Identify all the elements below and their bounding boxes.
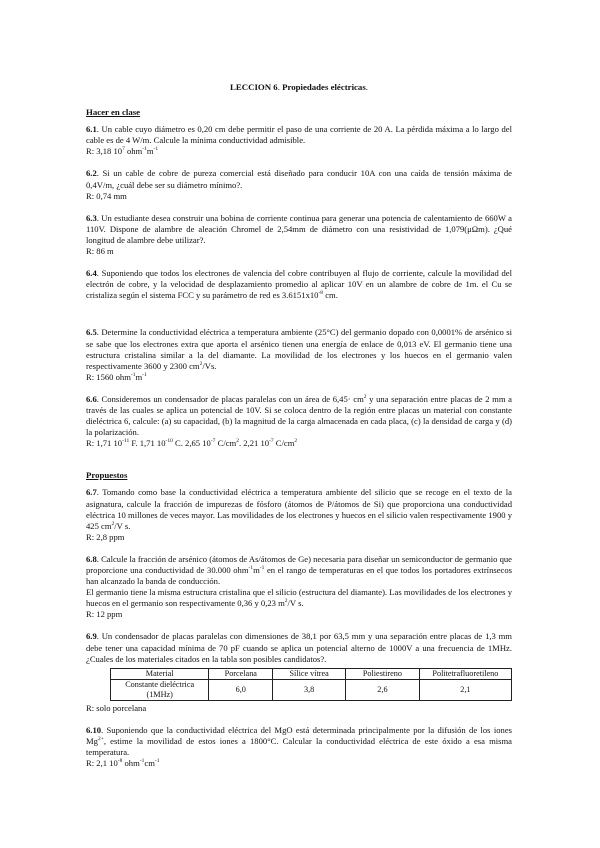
table-cell: 2,1 (419, 679, 511, 700)
answer-6-5: R: 1560 $ohm^{-1}m^{-1}$ (86, 371, 147, 382)
answer-6-10: R: 2,1 $10^{-8}$ $ohm^{-1}cm^{-1}$ (86, 758, 160, 769)
problem-label: 6.9 (86, 631, 97, 642)
dielectric-table (110, 668, 512, 701)
problem-text: . Suponiendo que la conductividad eléctrica del MgO está determinada principalmente por la difusión de los iones Mg (86, 724, 512, 746)
answer-6-2: R: 0,74 mm (86, 190, 127, 201)
problem-label: 6.6 (86, 393, 97, 404)
answer-6-6: R: 1,71 $10^{-11}$ F. 1,71 $10^{-10}$ C. 2,65 $10^{-7}$ $C/cm^2$. 2,21 $10^{-7}$ $C/cm^2$ (86, 438, 298, 449)
problem-6-4: 6.4. Suponiendo que todos los electrones de valencia del cobre contribuyen al flujo de corriente, calcule la movilidad del electrón de cobre, y la velocidad de desplazamiento promedio al aplicar 10V en un alambre de cobre de 1m. el Cu se cristaliza según el sistema FCC y su parámetro de red es $3.6151x10^{-8}$ cm. (86, 268, 512, 301)
problem-6-8-continued: El germanio tiene la misma estructura cristalina que el silicio (estructura del diamante). Las movilidades de los electrones y huecos en el germanio son respectivamente 0,36 y 0,23 $m^2/V$ s. (86, 587, 512, 609)
problem-label: 6.5 (86, 327, 97, 338)
problem-label: 6.2 (86, 168, 97, 179)
problem-label: 6.4 (86, 268, 97, 279)
problem-6-7: 6.7. Tomando como base la conductividad eléctrica a temperatura ambiente del silicio que se recoge en el texto de la asignatura, calcule la fracción de impurezas de fósforo (átomos de P/átomos de Si) que proporciona una conductividad eléctrica 10 millones de veces mayor. Las movilidades de los electrones y huecos en el silicio valen respectivamente 1900 y 425 $cm^2/V$ s. (86, 487, 512, 531)
answer-6-1: R: 3,18 $10^7$ $ohm^{-1}m^{-1}$ (86, 146, 159, 157)
answer-6-3: R: 86 m (86, 246, 114, 257)
spacer (86, 317, 512, 327)
table-header: Sílice vítrea (273, 668, 346, 679)
problem-label: 6.8 (86, 553, 97, 564)
lesson-topic: Propiedades eléctricas (282, 82, 366, 92)
table-header: Material (111, 668, 209, 679)
table-cell: 6,0 (209, 679, 273, 700)
section-heading-proposed: Propuestos (86, 470, 128, 481)
problem-label: 6.10 (86, 724, 102, 735)
problem-6-9 (86, 631, 512, 664)
problem-6-1 (86, 124, 512, 146)
table-cell: 2,6 (346, 679, 420, 700)
problem-6-3 (86, 213, 512, 246)
problem-text: . Consideremos un condensador de placas paralelas con un área de 6,45· cm (96, 393, 364, 404)
page-title (86, 82, 512, 93)
problem-text: . Un estudiante desea construir una bobina de corriente continua para generar una potencia de calentamiento de 660W a 110V. Dispone de alambre de aleación Chromel de 2,54mm de diámetro con una resistividad de 1,079(μΩm). ¿Qué longitud de alambre debe utilizar?. (86, 212, 512, 245)
spacer (86, 301, 512, 317)
answer-6-8: R: 12 ppm (86, 609, 123, 620)
answer-6-7: R: 2,8 ppm (86, 531, 125, 542)
problem-label: 6.3 (86, 212, 97, 223)
problem-label: 6.7 (86, 487, 97, 498)
spacer (86, 460, 512, 470)
problem-6-8: 6.8. Calcule la fracción de arsénico (átomos de As/átomos de Ge) necesaria para diseñar un semiconductor de germanio que proporcione una conductividad de 30.000 $ohm^{-1}m^{-1}$ en el rango de temperaturas en el que todos los portadores extrínsecos han alcanzado la banda de conducción. (86, 553, 512, 587)
title-end: . (365, 82, 368, 92)
problem-text: . Calcule la fracción de arsénico (átomos de As/átomos de Ge) necesaria para diseñar un semiconductor de germanio que proporcione una conductividad de 30.000 ohm (86, 553, 512, 575)
problem-text: . Suponiendo que todos los electrones de valencia del cobre contribuyen al flujo de corriente, calcule la movilidad del electrón de cobre, y la velocidad de desplazamiento promedio al aplicar 10V en un alambre de cobre de 1m. el Cu se cristaliza según el sistema FCC y su parámetro de red es 3.6151x10 (86, 268, 512, 301)
lesson-number: LECCION 6 (230, 82, 278, 92)
table-row (111, 679, 512, 700)
document-page (86, 82, 512, 780)
problem-text: . Si un cable de cobre de pureza comercial está diseñado para conducir 10A con una caída de tensión máxima de 0,4V/m, ¿cuál debe ser su diámetro mínimo?. (86, 168, 512, 190)
table-row-label: Constante dieléctrica (1MHz) (111, 679, 209, 700)
problem-text: . Un condensador de placas paralelas con dimensiones de 38,1 por 63,5 mm y una separación entre placas de 1,3 mm debe tener una capacidad mínima de 70 pF cuando se aplica un potencial alterno de 1000V a una frecuencia de 1MHz. ¿Cuales de los materiales citados en la tabla son posibles candidatos?. (86, 631, 512, 664)
problem-6-5: 6.5. Determine la conductividad eléctrica a temperatura ambiente (25°C) del germanio dopado con 0,0001% de arsénico si se sabe que los electrones extra que aporta el arsénico tienen una energía de enlace de 0,013 eV. El germanio tiene una estructura cristalina similar a la del diamante. La movilidad de los electrones y los huecos en el germanio valen respectivamente 3600 y 2300 $cm^2/Vs$. (86, 327, 512, 371)
problem-6-2 (86, 168, 512, 190)
answer-6-9: R: solo porcelana (86, 702, 147, 713)
problem-6-10: 6.10. Suponiendo que la conductividad eléctrica del MgO está determinada principalmente por la difusión de los iones $Mg^{2+}$, estime la movilidad de estos iones a 1800°C. Calcular la conductividad eléctrica de este óxido a esa misma temperatura. (86, 724, 512, 758)
table-cell: 3,8 (273, 679, 346, 700)
table-header: Poliestireno (346, 668, 420, 679)
table-header: Politetrafluoretileno (419, 668, 511, 679)
title-separator: . (277, 82, 283, 92)
table-header: Porcelana (209, 668, 273, 679)
problem-text: . Un cable cuyo diámetro es 0,20 cm debe permitir el paso de una corriente de 20 A. La pérdida máxima a lo largo del cable es de 4 W/m. Calcule la mínima conductividad admisible. (86, 124, 512, 146)
problem-label: 6.1 (86, 124, 97, 135)
problem-6-6: 6.6. Consideremos un condensador de placas paralelas con un área de $6,45\cdot cm^2$ y una separación entre placas de 2 mm a través de las cuales se aplica un potencial de 10V. Si se coloca dentro de la región entre placas un material con constante dieléctrica 6, calcule: (a) su capacidad, (b) la magnitud de la carga almacenada en cada placa, (c) la densidad de carga y (d) la polarización. (86, 393, 512, 438)
problem-text: . Determine la conductividad eléctrica a temperatura ambiente (25°C) del germanio dopado con 0,0001% de arsénico si se sabe que los electrones extra que aporta el arsénico tienen una energía de enlace de 0,013 eV. El germanio tiene una estructura cristalina similar a la del diamante. La movilidad de los electrones y los huecos en el germanio valen respectivamente 3600 y 2300 cm (86, 327, 512, 371)
problem-text: . Tomando como base la conductividad eléctrica a temperatura ambiente del silicio que se recoge en el texto de la asignatura, calcule la fracción de impurezas de fósforo (átomos de P/átomos de Si) que proporciona una conductividad eléctrica 10 millones de veces mayor. Las movilidades de los electrones y huecos en el silicio valen respectivamente 1900 y 425 cm (86, 487, 512, 531)
section-heading-class: Hacer en clase (86, 107, 141, 118)
table-header-row (111, 668, 512, 679)
